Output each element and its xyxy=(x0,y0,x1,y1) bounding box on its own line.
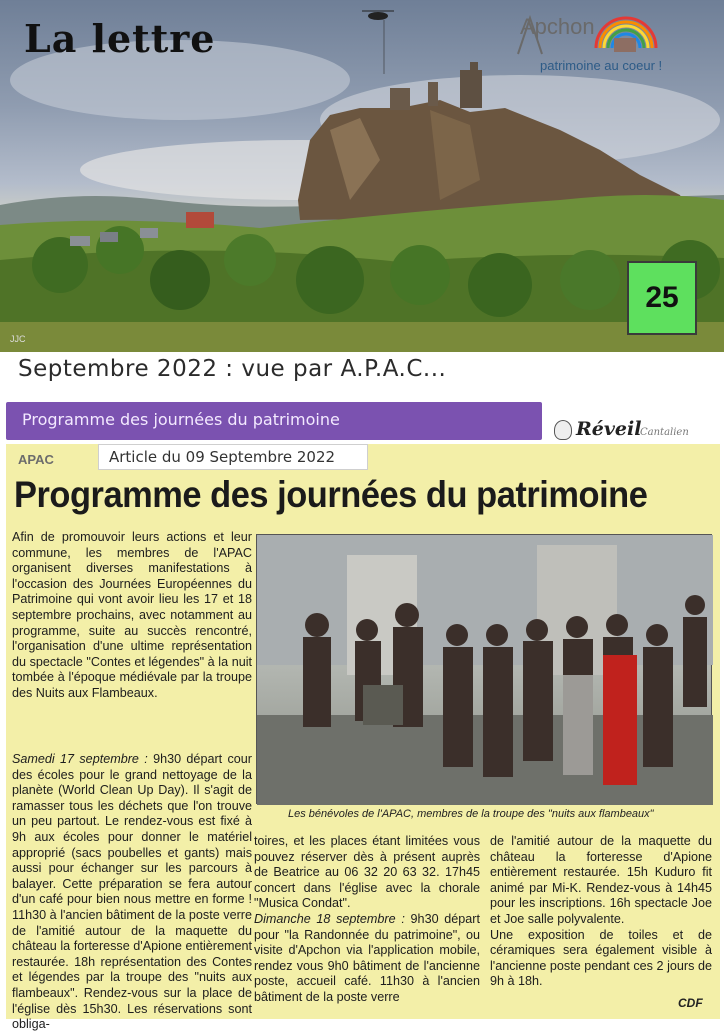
column-2-paragraph: toires, et les places étant limitées vous pouvez réserver dès à présent auprès de Beatrice au 06 32 20 63 32. 17h45 concert dans l'église avec la chorale "Musica Condat". xyxy=(254,834,480,911)
newspaper-clipping xyxy=(6,444,720,1032)
section-banner-label: Programme des journées du patrimoine xyxy=(22,410,340,429)
article-column-3 xyxy=(490,834,712,990)
exhibition-paragraph: Une exposition de toiles et de céramiques sera également visible à l'ancienne poste pendant ces 2 jours de 9h à 18h. xyxy=(490,927,712,989)
logo-tagline: patrimoine au coeur ! xyxy=(540,58,663,73)
volunteers-group-photo xyxy=(256,534,712,804)
article-column-2 xyxy=(254,834,480,1006)
hero-photo xyxy=(0,0,724,352)
article-headline: Programme des journées du patrimoine xyxy=(14,474,648,515)
column-3-paragraph: de l'amitié autour de la maquette du château la forteresse d'Apione entièrement restaurée. 15h Kuduro fit animé par Mi-K. Rendez-vous à 14h45 pour les inscriptions. 16h spectacle Joe et Joe salle polyvalente. xyxy=(490,834,712,926)
sunday-paragraph xyxy=(254,912,480,1006)
sunday-label: Dimanche 18 septembre : xyxy=(254,911,405,926)
photo-caption: Les bénévoles de l'APAC, membres de la troupe des "nuits aux flambeaux" xyxy=(288,808,654,820)
page-subheading: Septembre 2022 : vue par A.P.A.C... xyxy=(18,356,447,382)
article-intro: Afin de promouvoir leurs actions et leur commune, les membres de l'APAC organisent diverses manifestations à l'occasion des Journées Européennes du Patrimoine qui vont avoir lieu les 17 et 18 septembre prochains, avec notamment au programme, suite au succès rencontré, l'organisation d'une ultime représentation du spectacle "Contes et légendes" à la nuit tombée à l'époque médiévale par la troupe des Nuits aux Flambeaux. xyxy=(12,530,252,700)
saturday-text: 9h30 départ cour des écoles pour le grand nettoyage de la planète (World Clean Up Day). Il s'agit de ramasser tous les déchets que l'on trouve un peu partout. Le rendez-vous est fixé à 9h aux écoles pour donner le matériel approprié (sacs poubelles et gants) mais aussi pour échanger sur les parcours à balayer. Cette préparation se fera autour d'un café pour bien nous mettre en forme ! 11h30 à l'ancien bâtiment de la poste verre de l'amitié autour de la maquette du château la forteresse d'Apione entièrement restaurée. 18h représentation des Contes et légendes par la troupe des "nuits aux flambeaux". Rendez-vous sur la place de l'église dès 15h30. Les réservations sont obliga- xyxy=(12,752,252,1032)
article-column-1-saturday xyxy=(12,752,252,1033)
saturday-paragraph xyxy=(12,752,252,1033)
section-banner xyxy=(6,402,542,440)
section-tag: APAC xyxy=(18,452,54,467)
newspaper-name: Réveil xyxy=(576,418,642,440)
newspaper-region: Cantalien xyxy=(640,427,689,438)
author-signature: CDF xyxy=(678,996,703,1010)
article-column-1 xyxy=(12,530,252,702)
newspaper-logo xyxy=(552,418,712,446)
issue-number-badge: 25 xyxy=(627,261,697,335)
costumed-group-illustration xyxy=(257,535,713,805)
saturday-label: Samedi 17 septembre : xyxy=(12,752,148,766)
photo-credit: JJC xyxy=(10,334,26,344)
newsletter-title: La lettre xyxy=(24,16,216,61)
sunday-text: 9h30 départ pour "la Randonnée du patrimoine", ou visite d'Apchon via l'application mobile, rendez vous 9h0 bâtiment de l'ancienne poste, accueil café. 11h30 à l'ancien bâtiment de la poste verre xyxy=(254,911,480,1004)
article-date-label: Article du 09 Septembre 2022 xyxy=(98,444,368,470)
logo-name: Apchon xyxy=(520,14,595,39)
newspaper-crest-icon xyxy=(554,420,572,440)
apchon-logo xyxy=(516,8,716,78)
